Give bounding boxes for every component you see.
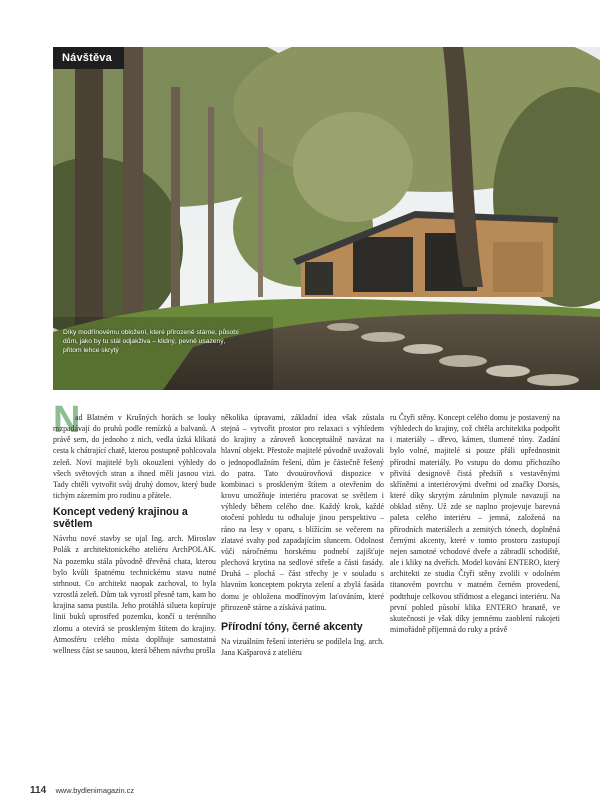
article-paragraph: ru Čtyři stěny. Koncept celého domu je postavený na výhledech do krajiny, což chtěla architektka podpořit i materiály – dřevo, kámen, tlumené tóny. Zadání bylo volné, majitelé si pouze přáli upřednostnit přírodní materiály. Po vstupu do domu příchozího přivítá designově čistá předsíň s vestavěnými skříněmi a interiérovými dveřmi od značky Dorsis, které díky skrytým zárubním plynule navazují na obklad stěny. Už zde se naplno projevuje barevná paleta celého interiéru – jemná, založená na přírodních materiálech a zemitých tónech, doplněná černými akcenty, které v tomto prostoru zastupují nejen samotné vchodové dveře a zábradlí schodiště, ale i kliky na dveřích. Model kování ENTERO, který architekti ze studia Čtyři stěny zvolili v odolném titanovém povrchu v matném černém provedení, podtrhuje celkovou střídmost a eleganci interiéru. Na první pohled působí klika ENTERO hranatě, ve skutečnosti je však díky jemnému zaoblení rukojeti mimořádně příjemná do ruky a právě	[390, 413, 560, 634]
text-column-2	[221, 412, 384, 659]
text-column-1	[53, 412, 216, 656]
website-link[interactable]: www.bydlenimagazin.cz	[55, 786, 135, 795]
drop-cap: N	[53, 399, 81, 441]
photo-caption: Díky modřínovému obložení, které přirozeně stárne, působí dům, jako by tu stál odjakživa – klidný, pevně usazený, přitom lehce skrytý	[63, 329, 239, 355]
article-paragraph: několika úpravami, základní idea však zůstala stejná – vytvořit prostor pro relaxaci s výhledem do krajiny a zároveň konceptuálně navázat na hlavní objekt. Přestože majitelé původně uvažovali o jednopodlažním řešení, dům je částečně řešený do patra. Tato dvouúrovňová dispozice v kombinaci s proskleným štítem a otevřením do krovu umožňuje interiéru pracovat se světlem i výhledy během celého dne. Každý krok, každé otočení pohledu tu odhaluje jinou perspektivu – ráno na lesy v oparu, s blížícím se večerem na zlatavé svahy pod zapadajícím sluncem. Odolnost vůči náročnému horskému podnebí zajišťuje plechová krytina na sedlové střeše a části fasády. Druhá – plochá – část střechy je v souladu s hlavním konceptem pokryta zelení a zbylá fasáda domu je obložena modřínovým laťováním, které přirozeně stárne a získává patinu.	[221, 413, 384, 612]
article-paragraph: Návrhu nové stavby se ujal Ing. arch. Miroslav Polák z architektonického ateliéru ArchPOLAK. Na pozemku stála původně dřevěná chata, kterou bylo kvůli špatnému technickému stavu nutné strhnout. Co architekt naopak zachoval, to byla vzrostlá zeleň. Dům tak vyrostl přesně tam, kam ho krajina sama pustila. Jeho protáhlá silueta kopíruje linii buků uprostřed pozemku, končí u terénního zlomu a otevírá se proskleným štítem do krajiny. Atmosféru celého místa doplňuje samostatná wellness část se saunou, která během návrhu prošla	[53, 534, 216, 655]
article-intro-paragraph: ad Blatném v Krušných horách se louky rozpadávají do pruhů podle remízků a balvanů. A právě sem, do jednoho z nich, vedla úzká klikatá cesta k chátrající chatě, kterou postupně pohlcovala zeleň. Noví majitelé byli okouzleni výhledy do všech světových stran a ihned měli jasnou vizi. Tady chtěli vytvořit svůj druhý domov, který bude tichým zázemím pro rodinu a přátele.	[53, 413, 216, 501]
subheading-concept: Koncept vedený krajinou a světlem	[53, 506, 188, 530]
article-paragraph: Na vizuálním řešení interiéru se podílela Ing. arch. Jana Kašparová z ateliéru	[221, 637, 384, 658]
subheading-natural-tones: Přírodní tóny, černé akcenty	[221, 620, 363, 633]
text-column-3	[390, 412, 560, 635]
page-number: 114	[30, 785, 47, 796]
section-tag: Návštěva	[53, 47, 124, 69]
page-footer	[30, 780, 134, 794]
